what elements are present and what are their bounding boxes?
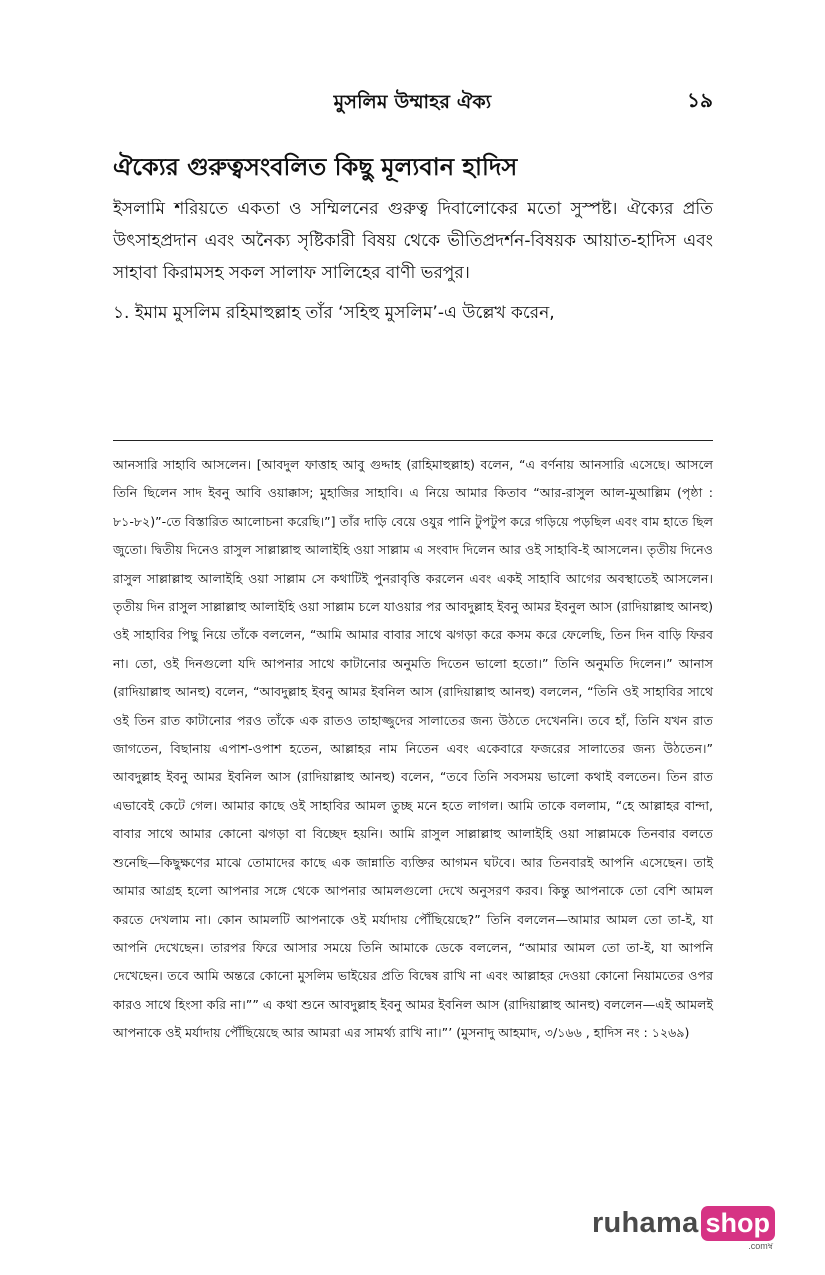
publisher-logo xyxy=(592,1206,775,1254)
logo-domain: .comম্ব xyxy=(748,1241,773,1251)
logo-badge xyxy=(701,1206,776,1251)
logo-word: ruhama xyxy=(591,1207,699,1239)
section-heading: ঐক্যের গুরুত্বসংবলিত কিছু মূল্যবান হাদিস xyxy=(113,153,518,181)
intro-paragraph: ইসলামি শরিয়তে একতা ও সম্মিলনের গুরুত্ব দিবালোকের মতো সুস্পষ্ট। ঐক্যের প্রতি উৎসাহপ্রদান এবং অনৈক্য সৃষ্টিকারী বিষয় থেকে ভীতিপ্রদর্শন-বিষয়ক আয়াত-হাদিস এবং সাহাবা কিরামসহ সকল সালাফ সালিহের বাণী ভরপুর। xyxy=(113,199,713,283)
footnote-text: আনসারি সাহাবি আসলেন। [আবদুল ফাত্তাহ আবু গুদ্দাহ (রাহিমাহুল্লাহ) বলেন, “এ বর্ণনায় আনসারি এসেছে। আসলে তিনি ছিলেন সাদ ইবনু আবি ওয়াক্কাস; মুহাজির সাহাবি। এ নিয়ে আমার কিতাব “আর-রাসুল আল-মুআল্লিম (পৃষ্ঠা : ৮১-৮২)”-তে বিস্তারিত আলোচনা করেছি।”] তাঁর দাড়ি বেয়ে ওযুর পানি টুপটুপ করে গড়িয়ে পড়ছিল এবং বাম হাতে ছিল জুতো। দ্বিতীয় দিনেও রাসুল সাল্লাল্লাহু আলাইহি ওয়া সাল্লাম এ সংবাদ দিলেন আর ওই সাহাবি-ই আসলেন। তৃতীয় দিনেও রাসুল সাল্লাল্লাহু আলাইহি ওয়া সাল্লাম সে কথাটিই পুনরাবৃত্তি করলেন এবং একই সাহাবি আগের অবস্থাতেই আসলেন। তৃতীয় দিন রাসুল সাল্লাল্লাহু আলাইহি ওয়া সাল্লাম চলে যাওয়ার পর আবদুল্লাহ ইবনু আমর ইবনুল আস (রাদিয়াল্লাহু আনহু) ওই সাহাবির পিছু নিয়ে তাঁকে বললেন, “আমি আমার বাবার সাথে ঝগড়া করে কসম করে ফেলেছি, তিন দিন বাড়ি ফিরব না। তো, ওই দিনগুলো যদি আপনার সাথে কাটানোর অনুমতি দিতেন ভালো হতো।” তিনি অনুমতি দিলেন।” আনাস (রাদিয়াল্লাহু আনহু) বলেন, “আবদুল্লাহ ইবনু আমর ইবনিল আস (রাদিয়াল্লাহু আনহু) বললেন, “তিনি ওই সাহাবির সাথে ওই তিন রাত কাটানোর পরও তাঁকে এক রাতও তাহাজ্জুদের সালাতের জন্য উঠতে দেখেননি। তবে হাঁ, তিনি যখন রাত জাগতেন, বিছানায় এপাশ-ওপাশ হতেন, আল্লাহর নাম নিতেন এবং একেবারে ফজরের সালাতের জন্য উঠতেন।” আবদুল্লাহ ইবনু আমর ইবনিল আস (রাদিয়াল্লাহু আনহু) বলেন, “তবে তিনি সবসময় ভালো কথাই বলতেন। তিন রাত এভাবেই কেটে গেল। আমার কাছে ওই সাহাবির আমল তুচ্ছ মনে হতে লাগল। আমি তাকে বললাম, “হে আল্লাহর বান্দা, বাবার সাথে আমার কোনো ঝগড়া বা বিচ্ছেদ হয়নি। আমি রাসুল সাল্লাল্লাহু আলাইহি ওয়া সাল্লামকে তিনবার বলতে শুনেছি—কিছুক্ষণের মাঝে তোমাদের কাছে এক জান্নাতি ব্যক্তির আগমন ঘটবে। আর তিনবারই আপনি এসেছেন। তাই আমার আগ্রহ হলো আপনার সঙ্গে থেকে আপনার আমলগুলো দেখে অনুসরণ করব। কিন্তু আপনাকে তো বেশি আমল করতে দেখলাম না। কোন আমলটি আপনাকে ওই মর্যাদায় পৌঁছিয়েছে?” তিনি বললেন—আমার আমল তো তা-ই, যা আপনি দেখেছেন। তারপর ফিরে আসার সময়ে তিনি আমাকে ডেকে বললেন, “আমার আমল তো তা-ই, যা আপনি দেখেছেন। তবে আমি অন্তরে কোনো মুসলিম ভাইয়ের প্রতি বিদ্বেষ রাখি না এবং আল্লাহর দেওয়া কোনো নিয়ামতের ওপর কারও সাথে হিংসা করি না।”” এ কথা শুনে আবদুল্লাহ ইবনু আমর ইবনিল আস (রাদিয়াল্লাহু আনহু) বললেন—এই আমলই আপনাকে ওই মর্যাদায় পৌঁছিয়েছে আর আমরা এর সামর্থ্য রাখি না।”’ (মুসনাদু আহমাদ, ৩/১৬৬ , হাদিস নং : ১২৬৯) xyxy=(113,457,714,1041)
hadith-lead-paragraph: ১. ইমাম মুসলিম রহিমাহুল্লাহ তাঁর ‘সহিহু মুসলিম’-এ উল্লেখ করেন, xyxy=(113,303,555,323)
page-number: ১৯ xyxy=(687,88,713,112)
running-title: মুসলিম উম্মাহর ঐক্য xyxy=(333,91,492,113)
logo-box-text: shop xyxy=(701,1206,776,1241)
footnote-divider xyxy=(113,440,713,441)
